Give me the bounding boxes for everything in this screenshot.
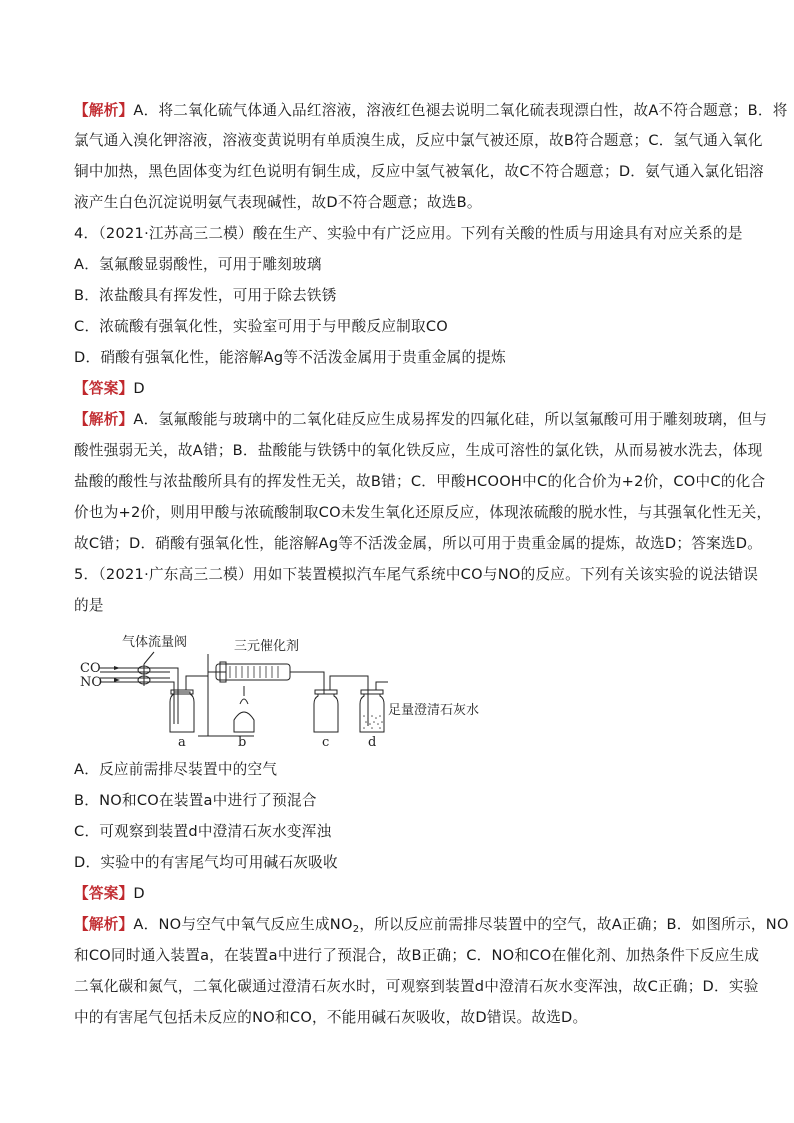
q5-answer: 【答案】D xyxy=(74,885,145,902)
alcohol-lamp-icon xyxy=(234,712,254,732)
q4-analysis-line: 价也为+2价，则用甲酸与浓硫酸制取CO未发生氧化还原反应，体现浓硫酸的脱水性，与其强氧化性无关， xyxy=(74,504,772,521)
q4-option-a: A．氢氟酸显弱酸性，可用于雕刻玻璃 xyxy=(74,256,322,273)
bottle-d-icon xyxy=(360,694,384,732)
gas-co-label: CO xyxy=(80,661,101,676)
gas-no-label: NO xyxy=(80,675,103,690)
q5-option-c: C．可观察到装置d中澄清石灰水变浑浊 xyxy=(74,823,332,840)
answer-tag: 【答案】 xyxy=(74,885,134,902)
analysis-tag: 【解析】 xyxy=(74,102,134,119)
analysis-line: 铜中加热，黑色固体变为红色说明有铜生成，反应中氢气被氧化，故C不符合题意；D．氨气通入氯化铝溶 xyxy=(74,163,764,180)
q4-analysis-line: 【解析】A．氢氟酸能与玻璃中的二氧化硅反应生成易挥发的四氟化硅，所以氢氟酸可用于雕刻玻璃，但与 xyxy=(74,411,768,428)
catalyst-tube-icon xyxy=(216,664,290,680)
question-4-stem: 4．（2021·江苏高三二模）酸在生产、实验中有广泛应用。下列有关酸的性质与用途具有对应关系的是 xyxy=(74,225,743,242)
q4-option-c: C．浓硫酸有强氧化性，实验室可用于与甲酸反应制取CO xyxy=(74,318,449,335)
flow-valve-label: 气体流量阀 xyxy=(122,635,188,650)
label-c: c xyxy=(322,735,330,746)
arrow-icon xyxy=(114,666,120,670)
catalyst-label: 三元催化剂 xyxy=(234,639,300,654)
label-b: b xyxy=(238,735,247,746)
bottle-c-icon xyxy=(314,694,338,732)
answer-tag: 【答案】 xyxy=(74,380,134,397)
analysis-line: 【解析】A．将二氧化硫气体通入品红溶液，溶液红色褪去说明二氧化硫表现漂白性，故A不符合题意；B．将 xyxy=(74,102,788,119)
q5-analysis-line: 和CO同时通入装置a，在装置a中进行了预混合，故B正确；C．NO和CO在催化剂、加热条件下反应生成 xyxy=(74,947,760,964)
limewater-label: 足量澄清石灰水 xyxy=(388,703,480,718)
analysis-line: 液产生白色沉淀说明氨气表现碱性，故D不符合题意；故选B。 xyxy=(74,194,482,211)
q4-analysis-line: 故C错；D．硝酸有强氧化性，能溶解Ag等不活泼金属，所以可用于贵重金属的提炼，故选D；答案选D。 xyxy=(74,535,763,552)
q5-analysis-line: 【解析】A．NO与空气中氧气反应生成$NO_2$，所以反应前需排尽装置中的空气，故A正确；B．如图所示，NO xyxy=(74,916,789,935)
label-a: a xyxy=(178,735,186,746)
label-d: d xyxy=(368,735,377,746)
q5-option-d: D．实验中的有害尾气均可用碱石灰吸收 xyxy=(74,854,338,871)
apparatus-diagram xyxy=(78,634,518,746)
q4-answer: 【答案】D xyxy=(74,380,145,397)
q4-option-d: D．硝酸有强氧化性，能溶解Ag等不活泼金属用于贵重金属的提炼 xyxy=(74,349,507,366)
q5-option-b: B．NO和CO在装置a中进行了预混合 xyxy=(74,792,317,809)
question-5-stem-cont: 的是 xyxy=(74,597,104,614)
q4-analysis-line: 酸性强弱无关，故A错；B．盐酸能与铁锈中的氧化铁反应，生成可溶性的氯化铁，从而易被水洗去，体现 xyxy=(74,442,763,459)
analysis-line: 氯气通入溴化钾溶液，溶液变黄说明有单质溴生成，反应中氯气被还原，故B符合题意；C．氢气通入氧化 xyxy=(74,132,763,149)
analysis-tag: 【解析】 xyxy=(74,916,134,933)
question-5-stem: 5．（2021·广东高三二模）用如下装置模拟汽车尾气系统中CO与NO的反应。下列有关该实验的说法错误 xyxy=(74,566,759,583)
q4-option-b: B．浓盐酸具有挥发性，可用于除去铁锈 xyxy=(74,287,337,304)
q4-analysis-line: 盐酸的酸性与浓盐酸所具有的挥发性无关，故B错；C．甲酸HCOOH中C的化合价为+2价，CO中C的化合 xyxy=(74,473,766,490)
analysis-tag: 【解析】 xyxy=(74,411,134,428)
arrow-icon xyxy=(114,678,120,682)
q5-analysis-line: 二氧化碳和氮气，二氧化碳通过澄清石灰水时，可观察到装置d中澄清石灰水变浑浊，故C正确；D．实验 xyxy=(74,978,759,995)
q5-analysis-line: 中的有害尾气包括未反应的NO和CO，不能用碱石灰吸收，故D错误。故选D。 xyxy=(74,1009,588,1026)
q5-option-a: A．反应前需排尽装置中的空气 xyxy=(74,761,278,778)
